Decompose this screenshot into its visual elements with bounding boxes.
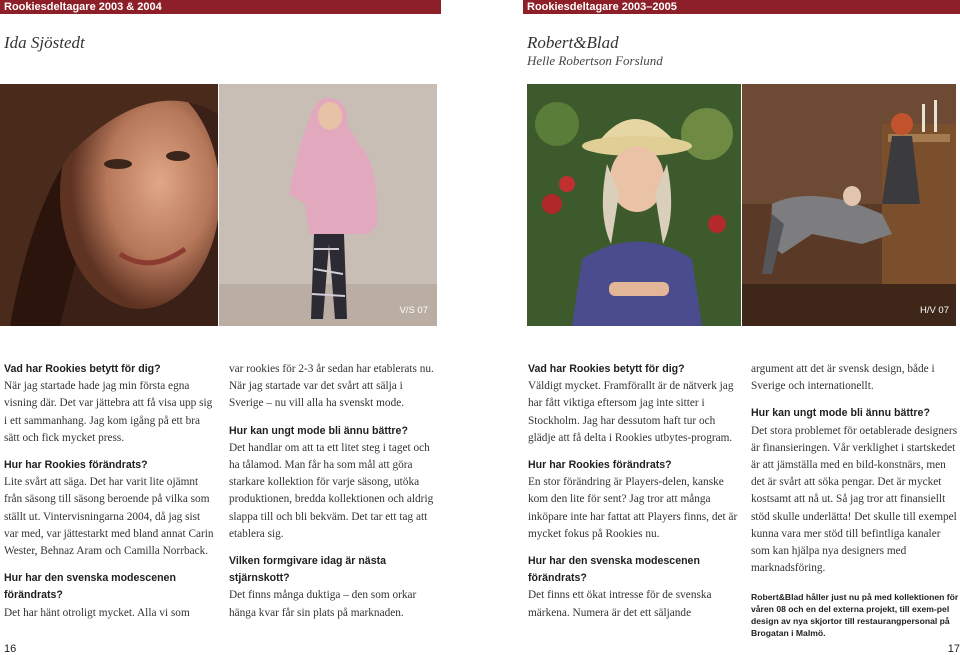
question-heading: Hur har Rookies förändrats? [4, 459, 148, 472]
question-heading: Hur har Rookies förändrats? [528, 459, 672, 472]
header-left-text: Rookiesdeltagare 2003 & 2004 [4, 1, 162, 13]
designer-note: Robert&Blad håller just nu på med kollektionen för våren 08 och en del externa projekt, till exem-pel design av nya skjortor till restaurangpersonal på Brogatan i Malmö. [751, 592, 959, 639]
page-number-right: 17 [947, 643, 960, 655]
answer-paragraph: Det handlar om att ta ett litet steg i taget och ha tålamod. Man får ha som mål att göra starkare kollektion för varje säsong, utöka produktionen, bredda kollektionen och aldrig slappa till och bli bekväm. Det tar ett tag att etablera sig. [229, 441, 434, 540]
portrait-photo-right [527, 84, 741, 326]
right-column-2 [751, 361, 960, 639]
answer-paragraph: Det finns ett ökat intresse för de svenska märkena. Numera är det ett säljande [528, 589, 712, 619]
left-column-2 [229, 361, 439, 622]
header-bar-left [0, 0, 441, 14]
question-heading: Vad har Rookies betytt för dig? [4, 363, 161, 375]
designer-name-right: Robert&Blad [527, 33, 619, 52]
answer-paragraph: Det har hänt otroligt mycket. Alla vi som [4, 606, 190, 619]
question-heading: Hur har den svenska modescenen förändrats? [528, 555, 700, 585]
answer-paragraph: Det stora problemet för oetablerade designers är finansieringen. Vår verklighet i startskedet är att jämställa med en bild-konstnärs, men det är svårt att söka pengar. Det är mycket kostsamt att nå ut. Så jag tror att finansiellt stöd skulle underlätta! Det skulle till exempel kunna vara mer stöd till befintliga kanaler som kan hjälpa nya designers med marknadsföring. [751, 424, 958, 575]
answer-paragraph: När jag startade hade jag min första egna visning där. Det var jättebra att få visa upp sig i ett sammanhang. Jag kom igång på ett bra sätt och fick mycket press. [4, 380, 213, 444]
answer-paragraph: Väldigt mycket. Framförallt är de nätverk jag har fått viktiga eftersom jag inte sitter i Stockholm. Jag har dessutom haft tur och glädje att få delta i Rookies utbytes-program. [528, 380, 734, 444]
question-heading: Hur kan ungt mode bli ännu bättre? [229, 424, 408, 437]
page-number-left: 16 [4, 643, 17, 655]
right-column-1 [528, 361, 738, 622]
answer-paragraph: En stor förändring är Players-delen, kanske kom den lite för sent? Jag tror att många inköpare inte har fattat att Players finns, det är mycket fokus på Rookies nu. [528, 476, 738, 540]
portrait-photo-left [0, 84, 218, 326]
answer-paragraph: argument att det är svensk design, både i Sverige och internationellt. [751, 363, 935, 393]
header-right-text: Rookiesdeltagare 2003–2005 [527, 1, 677, 13]
question-heading: Vad har Rookies betytt för dig? [528, 363, 685, 375]
question-heading: Hur har den svenska modescenen förändrats? [4, 572, 176, 602]
model-photo-right [742, 84, 956, 326]
question-heading: Vilken formgivare idag är nästa stjärnskott? [229, 555, 387, 585]
model-photo-left [219, 84, 437, 326]
answer-paragraph: Det finns många duktiga – den som orkar hänga kvar får sin plats på marknaden. [229, 589, 417, 619]
designer-subtitle-right: Helle Robertson Forslund [527, 53, 663, 68]
designer-name-left: Ida Sjöstedt [4, 33, 85, 52]
season-tag-left: V/S 07 [399, 305, 428, 316]
season-tag-right: H/V 07 [919, 305, 949, 316]
question-heading: Hur kan ungt mode bli ännu bättre? [751, 407, 930, 420]
header-bar-right [523, 0, 960, 14]
answer-paragraph: var rookies för 2-3 år sedan har etablerats nu. När jag startade var det svårt att sälja i Sverige – nu vill alla ha svenskt mode. [229, 363, 434, 410]
answer-paragraph: Lite svårt att säga. Det har varit lite ojämnt från säsong till säsong beroende på vilka som ställt ut. Vintervisningarna 2004, då jag sist var med, var jättestarkt med bland annat Carin Wester, Behnaz Aram och Camilla Norrback. [4, 476, 214, 558]
left-column-1 [4, 361, 214, 622]
